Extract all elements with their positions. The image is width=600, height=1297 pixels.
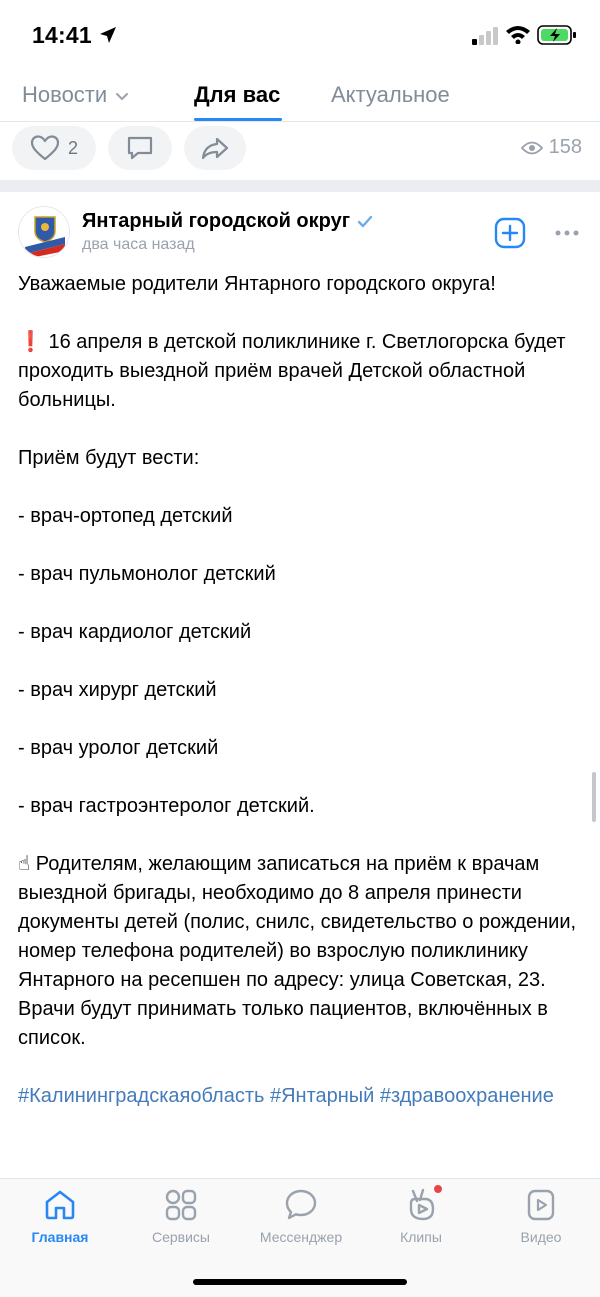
community-name[interactable] (82, 210, 374, 233)
chevron-down-icon (115, 91, 129, 101)
post-paragraph: - врач хирург детский (18, 679, 217, 701)
share-button[interactable] (184, 126, 246, 170)
active-tab-indicator (194, 118, 282, 121)
nav-services[interactable] (126, 1187, 236, 1245)
like-count: 2 (67, 137, 78, 158)
status-time: 14:41 (32, 22, 92, 48)
nav-services-label: Сервисы (151, 1229, 210, 1245)
messenger-bubble-icon (283, 1187, 319, 1223)
location-arrow-icon (98, 25, 118, 45)
nav-messenger-label: Мессенджер (259, 1229, 343, 1245)
post-hashtags[interactable]: #Калининградскаяобласть #Янтарный #здравоохранение (18, 1085, 554, 1107)
comment-icon (125, 134, 155, 162)
post-paragraph: ☝ Родителям, желающим записаться на приём к врачам выездной бригады, необходимо до 8 апреля принести документы детей (полис, снилс, свидетельство о рождении, номер телефона родителей) во взрослую поликлинику Янтарного на ресепшен по адресу: улица Советская, 23. Врачи будут принимать только пациентов, включённых в список. (18, 853, 577, 1049)
status-bar (0, 0, 600, 70)
clips-icon (403, 1187, 439, 1223)
battery-charging-icon (537, 24, 577, 46)
nav-home-label: Главная (31, 1229, 89, 1245)
heart-icon (30, 134, 60, 162)
home-indicator[interactable] (193, 1279, 407, 1285)
post-paragraph: - врач пульмонолог детский (18, 563, 276, 585)
video-icon (523, 1187, 559, 1223)
share-icon (200, 134, 230, 162)
views-count: 158 (548, 136, 582, 158)
nav-video-label: Видео (520, 1229, 562, 1245)
previous-post-actions (0, 122, 600, 180)
post-time: два часа назад (82, 236, 195, 253)
tab-news[interactable] (22, 82, 129, 108)
views-counter (521, 136, 582, 159)
tab-for-you[interactable]: Для вас (194, 82, 281, 107)
post-text (18, 270, 584, 1111)
services-grid-icon (163, 1187, 199, 1223)
wifi-icon (505, 24, 531, 44)
post-paragraph: - врач-ортопед детский (18, 505, 233, 527)
post-paragraph: - врач уролог детский (18, 737, 219, 759)
subscribe-plus-icon[interactable] (494, 217, 526, 249)
post-paragraph: ❗ 16 апреля в детской поликлинике г. Светлогорска будет проходить выездной приём врачей Детской областной больницы. (18, 331, 566, 411)
nav-home[interactable] (5, 1187, 115, 1245)
feed-tabs (0, 70, 600, 122)
nav-clips[interactable] (366, 1187, 476, 1245)
community-name-text: Янтарный городской округ (82, 210, 351, 232)
post-paragraph: - врач гастроэнтеролог детский. (18, 795, 315, 817)
nav-messenger[interactable] (246, 1187, 356, 1245)
nav-video[interactable] (486, 1187, 596, 1245)
tab-news-label: Новости (22, 82, 108, 107)
more-options-icon[interactable] (553, 222, 581, 244)
cell-signal-icon (472, 27, 500, 45)
post-separator (0, 180, 600, 192)
post-paragraph: - врач кардиолог детский (18, 621, 252, 643)
tab-actual[interactable]: Актуальное (331, 82, 450, 107)
scrollbar[interactable] (592, 772, 596, 822)
nav-clips-label: Клипы (400, 1229, 442, 1245)
like-button[interactable] (12, 126, 96, 170)
community-avatar[interactable] (18, 206, 70, 258)
verified-icon (356, 213, 374, 231)
home-icon (42, 1187, 78, 1223)
post-paragraph: Уважаемые родители Янтарного городского округа! (18, 273, 496, 295)
eye-icon (521, 140, 543, 156)
notification-dot (434, 1185, 442, 1193)
comment-button[interactable] (108, 126, 172, 170)
coat-of-arms-icon (19, 207, 70, 258)
post-paragraph: Приём будут вести: (18, 447, 200, 469)
